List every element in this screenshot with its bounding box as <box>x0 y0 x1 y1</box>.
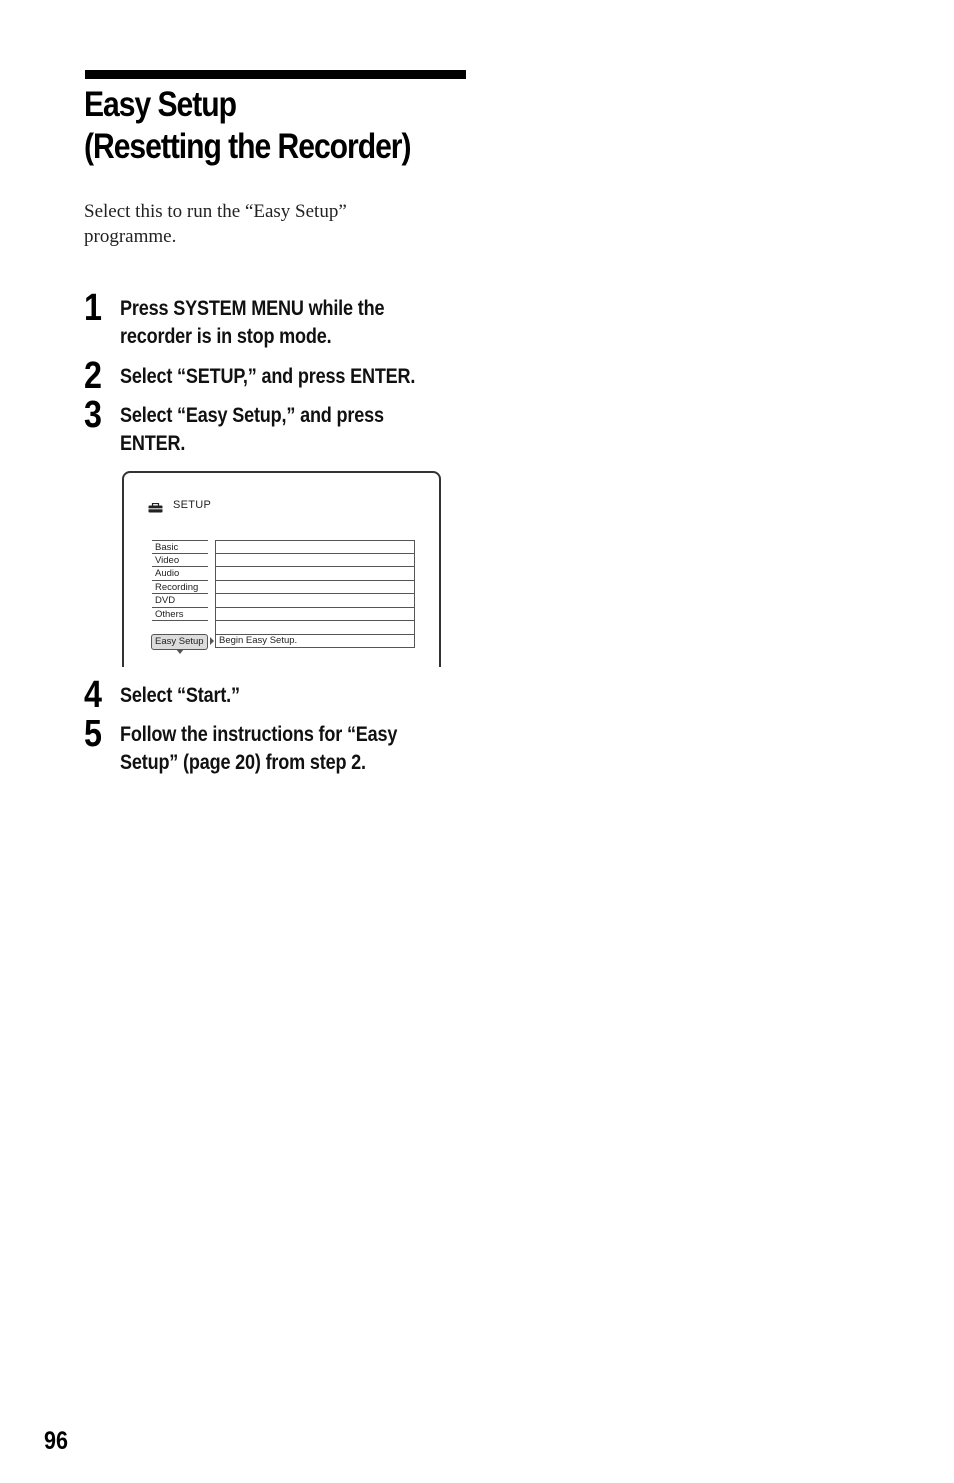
step-number: 1 <box>84 287 102 329</box>
step-text <box>120 295 498 351</box>
page-number: 96 <box>44 1427 68 1455</box>
intro-paragraph: Select this to run the “Easy Setup” programme. <box>84 201 347 247</box>
step-text <box>120 363 498 391</box>
page-title <box>84 84 445 168</box>
step-text <box>120 682 498 710</box>
value-row <box>215 567 415 581</box>
step-text <box>120 721 498 777</box>
arrow-down-icon <box>176 649 184 654</box>
setup-screen-illustration <box>122 471 441 667</box>
page-title-line-1: Easy Setup <box>84 85 236 124</box>
menu-item-video[interactable]: Video <box>152 554 208 568</box>
page-title-line-2: (Resetting the Recorder) <box>84 127 411 166</box>
step-number: 4 <box>84 674 102 716</box>
menu-item-dvd[interactable]: DVD <box>152 594 208 608</box>
arrow-right-icon <box>210 637 214 645</box>
setup-menu <box>152 540 208 621</box>
step-text <box>120 402 498 458</box>
step-text-line: Follow the instructions for “Easy <box>120 723 398 746</box>
value-row <box>215 608 415 622</box>
menu-item-easy-setup-selected[interactable]: Easy Setup <box>151 634 208 650</box>
step-text-line: Select “SETUP,” and press ENTER. <box>120 365 416 388</box>
step-number: 2 <box>84 355 102 397</box>
help-text: Begin Easy Setup. <box>215 634 415 648</box>
value-row <box>215 581 415 595</box>
value-row <box>215 540 415 554</box>
value-row <box>215 621 415 635</box>
title-rule <box>85 70 466 79</box>
step-text-line: Press SYSTEM MENU while the <box>120 297 385 320</box>
step-number: 3 <box>84 394 102 436</box>
menu-item-basic[interactable]: Basic <box>152 540 208 554</box>
screen-header <box>148 498 211 512</box>
step-text-line: Setup” (page 20) from step 2. <box>120 751 366 774</box>
menu-item-audio[interactable]: Audio <box>152 567 208 581</box>
step-text-line: ENTER. <box>120 432 186 455</box>
step-text-line: Select “Easy Setup,” and press <box>120 404 384 427</box>
screen-title: SETUP <box>173 499 212 511</box>
step-text-line: Select “Start.” <box>120 684 240 707</box>
menu-item-recording[interactable]: Recording <box>152 581 208 595</box>
value-row <box>215 554 415 568</box>
step-text-line: recorder is in stop mode. <box>120 325 332 348</box>
menu-item-others[interactable]: Others <box>152 608 208 622</box>
toolbox-icon <box>148 500 163 510</box>
value-row <box>215 594 415 608</box>
step-number: 5 <box>84 713 102 755</box>
setting-value-table <box>215 540 415 636</box>
